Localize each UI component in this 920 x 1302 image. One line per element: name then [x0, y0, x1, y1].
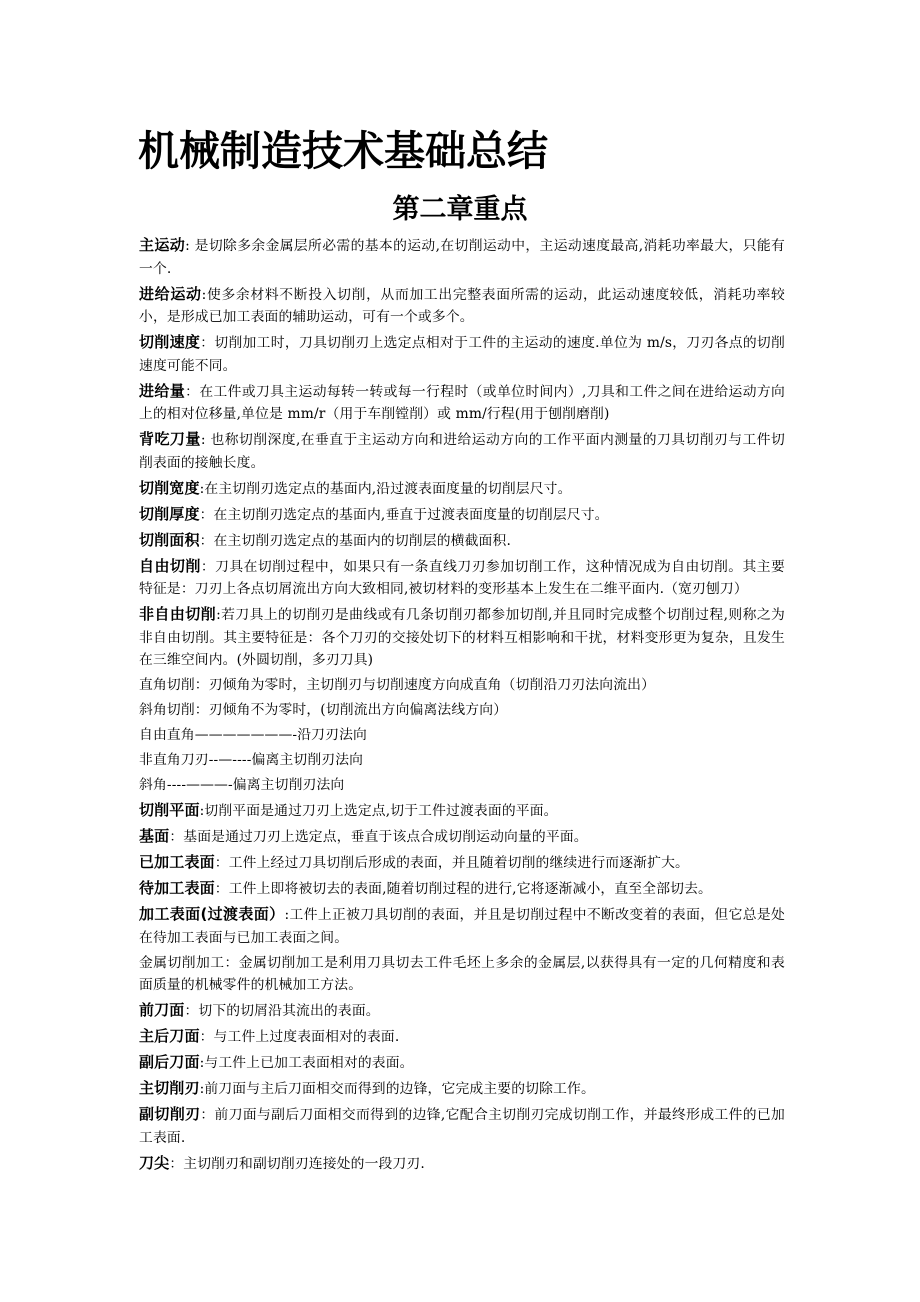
chapter-heading: 第二章重点 [392, 194, 528, 225]
definition-paragraph [139, 825, 785, 849]
term-label: 切削面积 [139, 530, 200, 549]
definition-paragraph [139, 749, 785, 772]
definition-paragraph [139, 380, 785, 426]
definition-text: 非直角刀刃--—----偏离主切削刃法向 [139, 752, 364, 768]
definition-paragraph [139, 674, 785, 697]
term-label: 切削平面 [139, 801, 200, 819]
definition-text: : 也称切削深度,在垂直于主运动方向和进给运动方向的工作平面内测量的刀具切削刃与工件切削表面的接触长度。 [139, 432, 785, 471]
document-title: 机械制造技术基础总结 [138, 127, 548, 175]
term-label: 背吃刀量 [139, 430, 201, 448]
term-label: 主切削刃 [139, 1079, 200, 1097]
term-label: 非自由切削 [139, 605, 217, 623]
definition-text: :前刀面与主后刀面相交而得到的边锋，它完成主要的切除工作。 [199, 1081, 595, 1097]
definition-paragraph [139, 724, 785, 747]
definition-paragraph [139, 503, 785, 527]
term-label: 进给运动 [139, 284, 202, 303]
definition-paragraph [139, 234, 785, 280]
definition-paragraph [139, 283, 785, 329]
definition-paragraph [139, 877, 785, 901]
term-label: 基面 [139, 827, 170, 845]
definition-text: 斜角----———-偏离主切削刃法向 [139, 777, 345, 793]
term-label: 加工表面(过渡表面） [139, 905, 285, 923]
definition-paragraph [139, 999, 785, 1023]
definition-paragraph [139, 603, 785, 672]
term-label: 已加工表面 [139, 853, 215, 871]
definition-text: :与工件上已加工表面相对的表面。 [199, 1055, 414, 1071]
definition-text: ：基面是通过刀刃上选定点，垂直于该点合成切削运动向量的平面。 [169, 829, 588, 845]
definition-paragraph [139, 1152, 785, 1176]
definition-paragraph [139, 428, 785, 474]
definition-paragraph [139, 1025, 785, 1049]
definition-paragraph [139, 1051, 785, 1075]
definition-text: ：与工件上过度表面相对的表面. [199, 1029, 400, 1045]
term-label: 自由切削 [139, 556, 201, 575]
definition-text: 自由直角———————-沿刀刃法向 [139, 727, 367, 743]
definition-paragraph [139, 851, 785, 875]
document-body [139, 234, 785, 1178]
definition-paragraph [139, 555, 785, 601]
definition-text: ：切削加工时，刀具切削刃上选定点相对于工件的主运动的速度.单位为 m/s，刀刃各点的切削速度可能不同。 [139, 335, 785, 374]
definition-paragraph [139, 799, 785, 823]
definition-text: ：前刀面与副后刀面相交而得到的边锋,它配合主切削刃完成切削工作，并最终形成工件的已加工表面. [139, 1107, 785, 1146]
term-label: 副后刀面 [139, 1053, 200, 1071]
term-label: 待加工表面 [139, 879, 215, 897]
term-label: 副切削刃 [139, 1105, 201, 1123]
definition-paragraph [139, 952, 785, 997]
definition-text: ：在主切削刃选定点的基面内的切削层的横截面积. [199, 532, 511, 549]
definition-text: :在主切削刃选定点的基面内,沿过渡表面度量的切削层尺寸。 [199, 480, 572, 497]
definition-text: ：在工件或刀具主运动每转一转或每一行程时（或单位时间内）,刀具和工件之间在进给运动方向上的相对位移量,单位是 mm/r（用于车削镗削）或 mm/行程(用于刨削磨削) [139, 383, 785, 422]
definition-text: :切削平面是通过刀刃上选定点,切于工件过渡表面的平面。 [199, 803, 558, 819]
term-label: 切削厚度 [139, 504, 200, 523]
definition-paragraph [139, 477, 785, 501]
term-label: 进给量 [139, 381, 186, 400]
definition-text: 斜角切削：刃倾角不为零时，(切削流出方向偏离法线方向） [139, 702, 508, 718]
definition-text: : 是切除多余金属层所必需的基本的运动,在切削运动中，主运动速度最高,消耗功率最大，只能有一个. [139, 238, 785, 277]
definition-paragraph [139, 1103, 785, 1149]
definition-text: ：刀具在切削过程中，如果只有一条直线刀刃参加切削工作，这种情况成为自由切削。其主要特征是：刀刃上各点切屑流出方向大致相同,被切材料的变形基本上发生在二维平面内.（宽刃刨刀） [139, 558, 785, 597]
definition-text: ：工件上即将被切去的表面,随着切削过程的进行,它将逐渐减小，直至全部切去。 [214, 881, 712, 897]
definition-paragraph [139, 529, 785, 553]
term-label: 前刀面 [139, 1001, 185, 1019]
definition-paragraph [139, 331, 785, 377]
definition-paragraph [139, 699, 785, 722]
definition-text: :若刀具上的切削刃是曲线或有几条切削刃都参加切削,并且同时完成整个切削过程,则称之为非自由切削。其主要特征是：各个刀刃的交接处切下的材料互相影响和干扰，材料变形更为复杂，且发生在三维空间内。(外圆切削，多刃刀具) [139, 607, 785, 668]
term-label: 主后刀面 [139, 1027, 200, 1045]
term-label: 切削速度 [139, 333, 201, 351]
definition-text: ：切下的切屑沿其流出的表面。 [184, 1003, 380, 1019]
definition-text: 金属切削加工：金属切削加工是利用刀具切去工件毛坯上多余的金属层,以获得具有一定的几何精度和表面质量的机械零件的机械加工方法。 [139, 954, 785, 993]
definition-text: 直角切削：刃倾角为零时，主切削刃与切削速度方向成直角（切削沿刀刃法向流出） [139, 677, 656, 693]
definition-paragraph [139, 903, 785, 949]
definition-paragraph [139, 774, 785, 797]
term-label: 切削宽度 [139, 478, 200, 497]
definition-text: :工件上正被刀具切削的表面，并且是切削过程中不断改变着的表面，但它总是处在待加工表面与已加工表面之间。 [139, 907, 785, 946]
term-label: 刀尖 [139, 1153, 170, 1172]
definition-text: ：主切削刃和副切削刃连接处的一段刀刃. [169, 1155, 425, 1172]
definition-text: ：在主切削刃选定点的基面内,垂直于过渡表面度量的切削层尺寸。 [199, 506, 609, 523]
definition-text: ：工件上经过刀具切削后形成的表面，并且随着切削的继续进行而逐渐扩大。 [214, 855, 689, 871]
definition-text: :使多余材料不断投入切削，从而加工出完整表面所需的运动，此运动速度较低，消耗功率较小，是形成已加工表面的辅助运动，可有一个或多个。 [139, 286, 785, 325]
definition-paragraph [139, 1077, 785, 1101]
term-label: 主运动 [139, 236, 186, 254]
